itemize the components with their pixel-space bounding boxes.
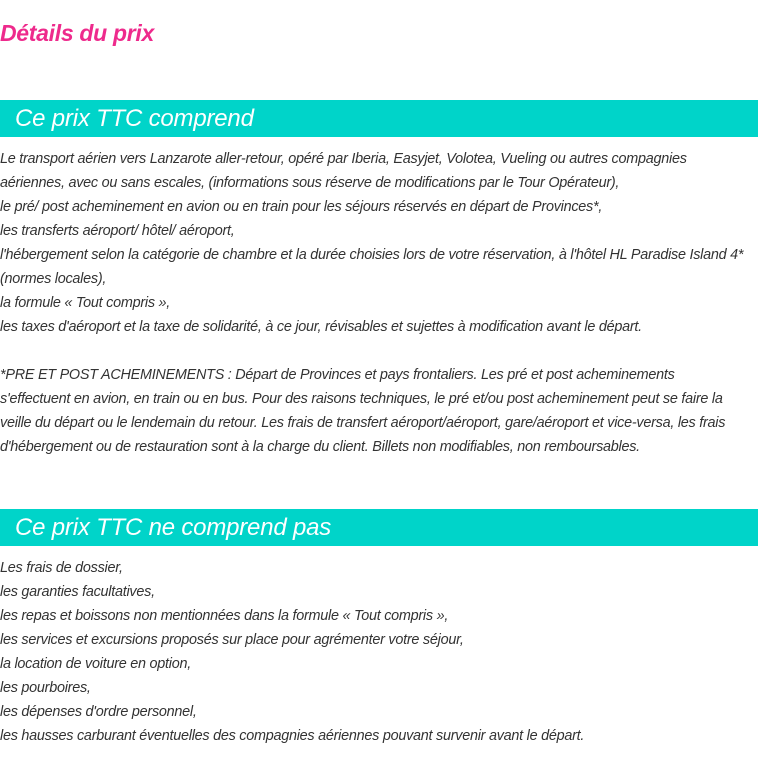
includes-line: Le transport aérien vers Lanzarote aller-retour, opéré par Iberia, Easyjet, Volotea, Vueling ou autres compagnies [0, 151, 687, 167]
page-title: Détails du prix [0, 20, 154, 46]
note-line: veille du départ ou le lendemain du retour. Les frais de transfert aéroport/aéroport, gare/aéroport et vice-versa, les frais [0, 415, 726, 431]
note-line: d'hébergement ou de restauration sont à la charge du client. Billets non modifiables, non remboursables. [0, 439, 640, 455]
includes-line: la formule « Tout compris », [0, 295, 171, 311]
excludes-line: les pourboires, [0, 680, 91, 696]
excludes-list [0, 556, 758, 748]
note-line: s'effectuent en avion, en train ou en bus. Pour des raisons techniques, le pré et/ou post acheminement peut se faire la [0, 391, 723, 407]
excludes-line: les services et excursions proposés sur place pour agrémenter votre séjour, [0, 632, 464, 648]
excludes-line: Les frais de dossier, [0, 560, 123, 576]
excludes-line: les garanties facultatives, [0, 584, 155, 600]
includes-line: (normes locales), [0, 271, 107, 287]
note-line: *PRE ET POST ACHEMINEMENTS : Départ de Provinces et pays frontaliers. Les pré et post acheminements [0, 367, 675, 383]
excludes-line: la location de voiture en option, [0, 656, 191, 672]
excludes-line: les repas et boissons non mentionnées dans la formule « Tout compris », [0, 608, 449, 624]
includes-line: le pré/ post acheminement en avion ou en train pour les séjours réservés en départ de Provinces*, [0, 199, 603, 215]
excludes-section-header: Ce prix TTC ne comprend pas [0, 509, 758, 546]
excludes-line: les hausses carburant éventuelles des compagnies aériennes pouvant survenir avant le départ. [0, 728, 585, 744]
transfer-note [0, 363, 758, 459]
includes-line: les transferts aéroport/ hôtel/ aéroport, [0, 223, 235, 239]
includes-line: aériennes, avec ou sans escales, (informations sous réserve de modifications par le Tour Opérateur), [0, 175, 620, 191]
includes-line: les taxes d'aéroport et la taxe de solidarité, à ce jour, révisables et sujettes à modification avant le départ. [0, 319, 642, 335]
includes-section-header: Ce prix TTC comprend [0, 100, 758, 137]
includes-line: l'hébergement selon la catégorie de chambre et la durée choisies lors de votre réservation, à l'hôtel HL Paradise Island 4* [0, 247, 744, 263]
excludes-line: les dépenses d'ordre personnel, [0, 704, 197, 720]
includes-list [0, 147, 758, 339]
